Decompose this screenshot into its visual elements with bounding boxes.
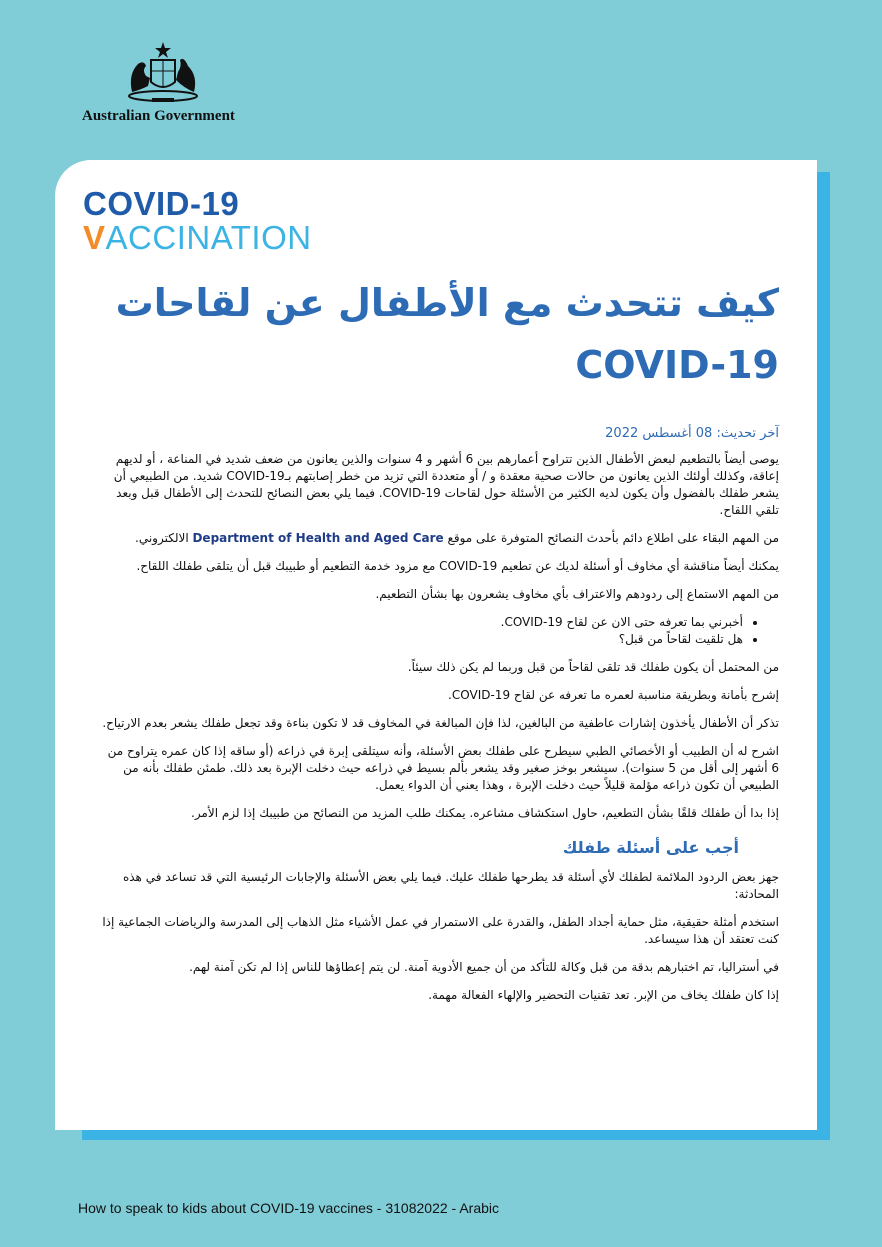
title-arabic: كيف تتحدث مع الأطفال عن لقاحات (115, 281, 779, 325)
paragraph-discuss: يمكنك أيضاً مناقشة أي مخاوف أو أسئلة لديك عن تطعيم COVID-19 مع مزود خدمة التطعيم أو طبيبك قبل أن يتلقى طفلك اللقاح. (136, 559, 779, 573)
paragraph-stay-informed (99, 530, 779, 547)
logo-vaccination-rest: ACCINATION (105, 219, 312, 256)
page-title (99, 272, 779, 396)
paragraph-real-examples: استخدم أمثلة حقيقية، مثل حماية أجداد الطفل، والقدرة على الاستمرار في عمل الأشياء مثل الذهاب إلى المدرسة والرياضات الجماعية إذا كنت تعتقد أن هذا سيساعد. (102, 915, 779, 946)
section-heading: أجب على أسئلة طفلك (562, 838, 739, 857)
paragraph-explain-honestly: إشرح بأمانة وبطريقة مناسبة لعمره ما تعرفه عن لقاح COVID-19. (448, 688, 779, 702)
paragraph-listen: من المهم الاستماع إلى ردودهم والاعتراف بأي مخاوف يشعرون بها بشأن التطعيم. (375, 587, 779, 601)
footer-document-id: How to speak to kids about COVID-19 vaccines - 31082022 - Arabic (78, 1200, 499, 1216)
government-name: Australian Government (82, 108, 235, 124)
paragraph-intro: يوصى أيضاً بالتطعيم لبعض الأطفال الذين تتراوح أعمارهم بين 6 أشهر و 4 سنوات والذين يعانون من ضعف شديد في المناعة ، أو لديهم إعاقة، وكذلك أولئك الذين يعانون من حالات صحية معقدة و / أو متعددة التي تزيد من خطر إصابتهم بـCOVID-19 شديد. من الطبيعي أن يشعر طفلك بالفضول وأن يكون لديه الكثير من الأسئلة حول لقاحات COVID-19. فيما يلي بعض النصائح للتحدث إلى الأطفال قبل وبعد تلقي اللقاح. (113, 452, 779, 517)
covid-vaccination-logo (83, 185, 323, 256)
list-item: • أخبرني بما تعرفه حتى الان عن لقاح COVID-19. (99, 614, 743, 631)
logo-vaccination-text (83, 220, 323, 256)
list-item: • هل تلقيت لقاحاً من قبل؟ (99, 631, 743, 648)
paragraph-safety-testing: في أستراليا، تم اختبارهم بدقة من قبل وكالة للتأكد من أن جميع الأدوية آمنة. لن يتم إعطاؤها للناس إذا لم تكن آمنة لهم. (189, 960, 779, 974)
paragraph-explain-procedure: اشرح له أن الطبيب أو الأخصائي الطبي سيطرح على طفلك بعض الأسئلة، وأنه سيتلقى إبرة في ذراعه (أو ساقه إذا كان عمره يتراوح من 6 أشهر إلى أقل من 5 سنوات). سيشعر بوخز صغير وقد يشعر بألم بسيط في ذراعه حيث دخلت الإبرة بعد ذلك. طمئن طفلك بأنه من الطبيعي أن تكون ذراعه مؤلمة قليلاً حيث دخلت الإبرة ، وهذا يعني أن الدواء يعمل. (107, 744, 779, 792)
p2-before: من المهم البقاء على اطلاع دائم بأحدث النصائح المتوفرة على موقع (443, 531, 779, 545)
paragraph-anxiety: إذا بدا أن طفلك قلقًا بشأن التطعيم، حاول استكشاف مشاعره. يمكنك طلب المزيد من النصائح من طبيبك إذا لزم الأمر. (191, 806, 779, 820)
australian-government-logo (82, 40, 247, 125)
main-content (99, 272, 779, 1015)
p2-after: الالكتروني. (135, 531, 193, 545)
paragraph-prepare-answers: جهز بعض الردود الملائمة لطفلك لأي أسئلة قد يطرحها طفلك عليك. فيما يلي بعض الأسئلة والإجابات الرئيسية التي قد تساعد في هذه المحادثة: (122, 870, 779, 901)
last-updated: آخر تحديث: 08 أغسطس 2022 (605, 426, 779, 441)
question-list (99, 614, 779, 648)
content-card (55, 160, 817, 1130)
paragraph-emotional-cues: تذكر أن الأطفال يأخذون إشارات عاطفية من البالغين، لذا فإن المبالغة في المخاوف قد لا تكون بناءة وقد تجعل طفلك يشعر بعدم الارتياح. (102, 716, 779, 730)
coat-of-arms-icon (118, 40, 208, 104)
department-link[interactable]: Department of Health and Aged Care (192, 531, 444, 545)
check-mark-icon: V (83, 219, 106, 256)
title-english: COVID-19 (575, 343, 779, 387)
paragraph-needle-fear: إذا كان طفلك يخاف من الإبر. تعد تقنيات التحضير والإلهاء الفعالة مهمة. (428, 988, 779, 1002)
paragraph-previous-vaccine: من المحتمل أن يكون طفلك قد تلقى لقاحاً من قبل وربما لم يكن ذلك سيئاً. (407, 660, 779, 674)
logo-covid-text: COVID-19 (83, 185, 240, 222)
